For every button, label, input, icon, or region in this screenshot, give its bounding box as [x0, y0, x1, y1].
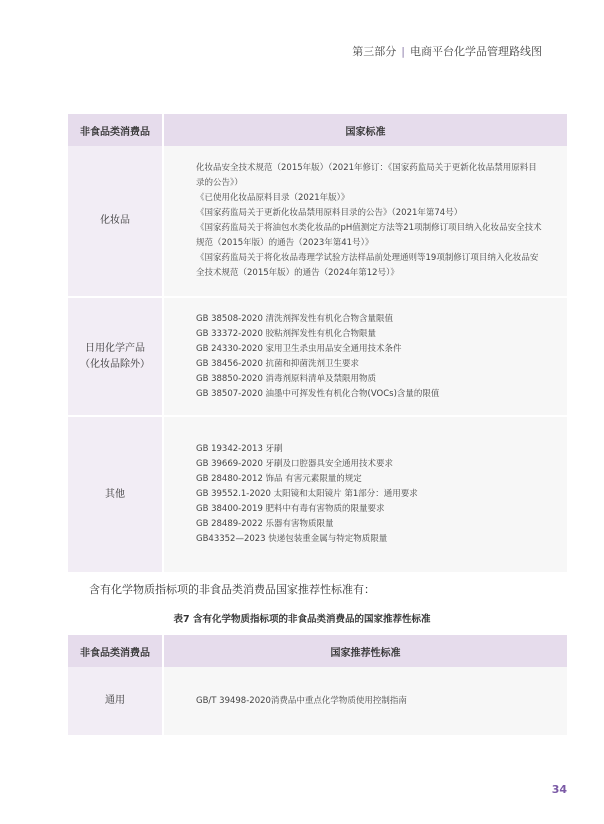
standards-cell [163, 146, 567, 297]
table-caption: 表7 含有化学物质指标项的非食品类消费品的国家推荐性标准 [173, 614, 431, 625]
standard-item: GB 38508-2020 清洗剂挥发性有机化合物含量限值 [196, 313, 394, 324]
table-header-row [68, 635, 567, 667]
standards-cell [163, 297, 567, 416]
standard-item: GB 19342-2013 牙刷 [196, 444, 283, 454]
standard-item: GB 38400-2019 肥料中有毒有害物质的限量要求 [196, 504, 385, 514]
category-cell [68, 416, 163, 573]
table-row-cosmetics [68, 146, 567, 297]
page-number: 34 [551, 783, 567, 796]
standard-item: GB 38456-2020 抗菌和抑菌洗剂卫生要求 [196, 358, 360, 369]
national-standards-table [68, 114, 567, 574]
standard-item: GB 28489-2022 乐器有害物质限量 [196, 519, 334, 529]
header-separator: | [401, 45, 405, 58]
recommended-standards-table [68, 635, 567, 737]
category-label: 日用化学产品 [85, 342, 145, 354]
intro-paragraph: 含有化学物质指标项的非食品类消费品国家推荐性标准有： [89, 583, 375, 596]
standard-item: GB 33372-2020 胶粘剂挥发性有机化合物限量 [196, 328, 377, 339]
column-header-standard: 国家推荐性标准 [163, 635, 567, 667]
running-header [352, 43, 542, 59]
standard-item: GB 24330-2020 家用卫生杀虫用品安全通用技术条件 [196, 343, 402, 354]
standard-item: GB43352—2023 快递包装重金属与特定物质限量 [196, 534, 388, 544]
table-header-row [68, 114, 567, 146]
category-cell [68, 297, 163, 416]
standard-item: 《国家药监局关于更新化妆品禁用原料目录的公告》（2021年第74号） [196, 208, 463, 218]
category-label: 化妆品 [100, 215, 130, 226]
standard-item: GB 39552.1-2020 太阳镜和太阳镜片 第1部分：通用要求 [196, 489, 418, 499]
standard-item: GB 38850-2020 消毒剂原料清单及禁限用物质 [196, 373, 377, 384]
standard-item: GB 39669-2020 牙刷及口腔器具安全通用技术要求 [196, 459, 394, 469]
standard-item: 化妆品安全技术规范（2015年版）（2021年修订：《国家药监局关于更新化妆品禁用原料目录的公告》） [196, 163, 537, 188]
column-header-category: 非食品类消费品 [68, 635, 163, 667]
category-sublabel: （化妆品除外） [80, 358, 150, 370]
header-title: 电商平台化学品管理路线图 [410, 45, 542, 58]
table-row-other [68, 416, 567, 573]
standard-item: 《国家药监局关于将油包水类化妆品的pH值测定方法等21项制修订项目纳入化妆品安全技术规范（2015年版）的通告（2023年第41号）》 [196, 223, 542, 248]
standards-cell [163, 667, 567, 736]
column-header-category: 非食品类消费品 [68, 114, 163, 146]
standard-item: GB 28480-2012 饰品 有害元素限量的规定 [196, 474, 362, 484]
standard-item: 《国家药监局关于将化妆品毒理学试验方法样品前处理通则等19项制修订项目纳入化妆品安全技术规范（2015年版）的通告（2024年第12号）》 [196, 253, 539, 278]
table-row-daily-chemicals [68, 297, 567, 416]
category-cell [68, 667, 163, 736]
category-cell [68, 146, 163, 297]
standards-cell [163, 416, 567, 573]
table-row-general [68, 667, 567, 736]
standard-item: GB/T 39498-2020消费品中重点化学物质使用控制指南 [196, 695, 407, 706]
column-header-standard: 国家标准 [163, 114, 567, 146]
category-label: 其他 [105, 488, 125, 500]
standard-item: 《已使用化妆品原料目录（2021年版）》 [196, 193, 350, 203]
category-label: 通用 [105, 695, 125, 706]
header-section: 第三部分 [352, 45, 397, 58]
standard-item: GB 38507-2020 油墨中可挥发性有机化合物(VOCs)含量的限值 [196, 388, 440, 399]
